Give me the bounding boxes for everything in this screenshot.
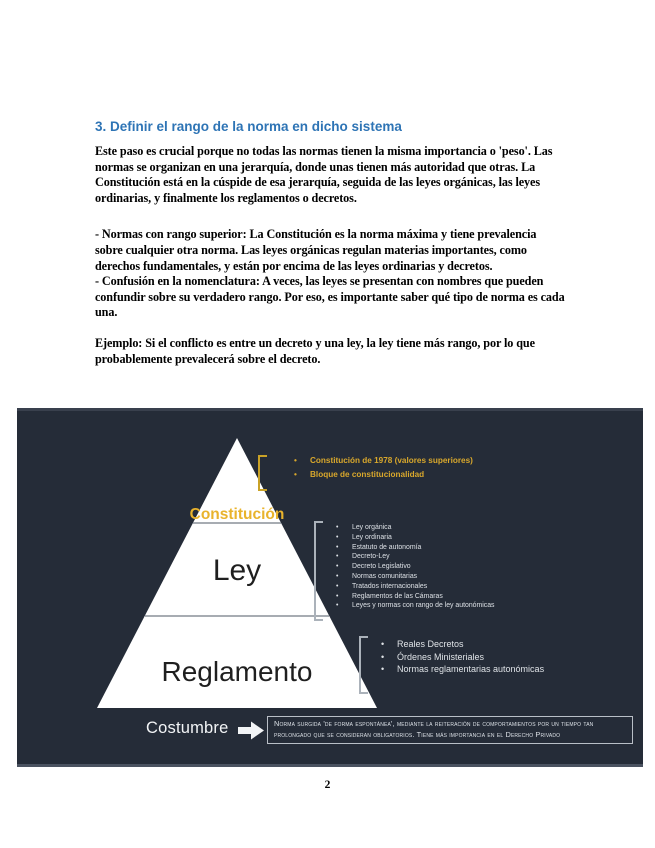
list-item: • Leyes y normas con rango de ley autonómicas [335, 601, 495, 611]
costumbre-definition-box [267, 716, 633, 744]
section-heading: 3. Definir el rango de la norma en dicho sistema [95, 119, 402, 134]
list-item: • Decreto Legislativo [335, 562, 495, 572]
pyramid-label-constitucion: Constitución [189, 506, 285, 523]
list-item: • Tratados internacionales [335, 582, 495, 592]
list-item: • Estatuto de autonomía [335, 543, 495, 553]
list-item: • Normas comunitarias [335, 572, 495, 582]
ley-annotation-list [335, 523, 495, 611]
hierarchy-figure [17, 408, 643, 767]
paragraph-ejemplo: Ejemplo: Si el conflicto es entre un decreto y una ley, la ley tiene más rango, por lo que probablemente prevalecerá sobre el decreto. [95, 335, 535, 366]
list-item: • Constitución de 1978 (valores superiores) [293, 454, 473, 468]
list-item: • Ley ordinaria [335, 533, 495, 543]
bracket-reglamento [359, 636, 368, 694]
pyramid-label-reglamento: Reglamento [161, 656, 313, 687]
constitucion-annotation-list [293, 454, 473, 481]
list-item: • Órdenes Ministeriales [380, 651, 544, 664]
page-number: 2 [324, 779, 331, 791]
arrow-shape [238, 722, 264, 740]
list-item: • Reglamentos de las Cámaras [335, 592, 495, 602]
list-item: • Bloque de constitucionalidad [293, 468, 473, 482]
block-arrow-right-icon [238, 721, 264, 740]
paragraph-rango-superior: - Normas con rango superior: La Constitución es la norma máxima y tiene prevalencia sobre cualquier otra norma. Las leyes orgánicas regulan materias importantes, como derechos fundamentales, y están por encima de las leyes ordinarias y decretos. [95, 227, 537, 273]
reglamento-annotation-list [380, 638, 544, 676]
pyramid-label-ley: Ley [212, 554, 262, 587]
list-item: • Ley orgánica [335, 523, 495, 533]
paragraph-nomenclatura: - Confusión en la nomenclatura: A veces, las leyes se presentan con nombres que pueden confundir sobre su verdadero rango. Por eso, es importante saber qué tipo de norma es cada una. [95, 274, 565, 320]
text-content [95, 118, 567, 367]
bracket-constitucion [258, 455, 267, 491]
list-item: • Reales Decretos [380, 638, 544, 651]
bracket-ley [314, 521, 323, 621]
costumbre-definition-text: Norma surgida 'de forma espontánea', mediante la reiteración de comportamientos por un tiempo tan prolongado que se consideran obligatorios. Tiene más importancia en el Derecho Privado [274, 719, 594, 739]
paragraph-intro: Este paso es crucial porque no todas las normas tienen la misma importancia o 'peso'. Las normas se organizan en una jerarquía, donde unas tienen más autoridad que otras. La Constitución está en la cúspide de esa jerarquía, seguida de las leyes orgánicas, las leyes ordinarias, y finalmente los reglamentos o decretos. [95, 144, 553, 205]
costumbre-label: Costumbre [146, 719, 229, 737]
list-item: • Decreto-Ley [335, 552, 495, 562]
list-item: • Normas reglamentarias autonómicas [380, 663, 544, 676]
